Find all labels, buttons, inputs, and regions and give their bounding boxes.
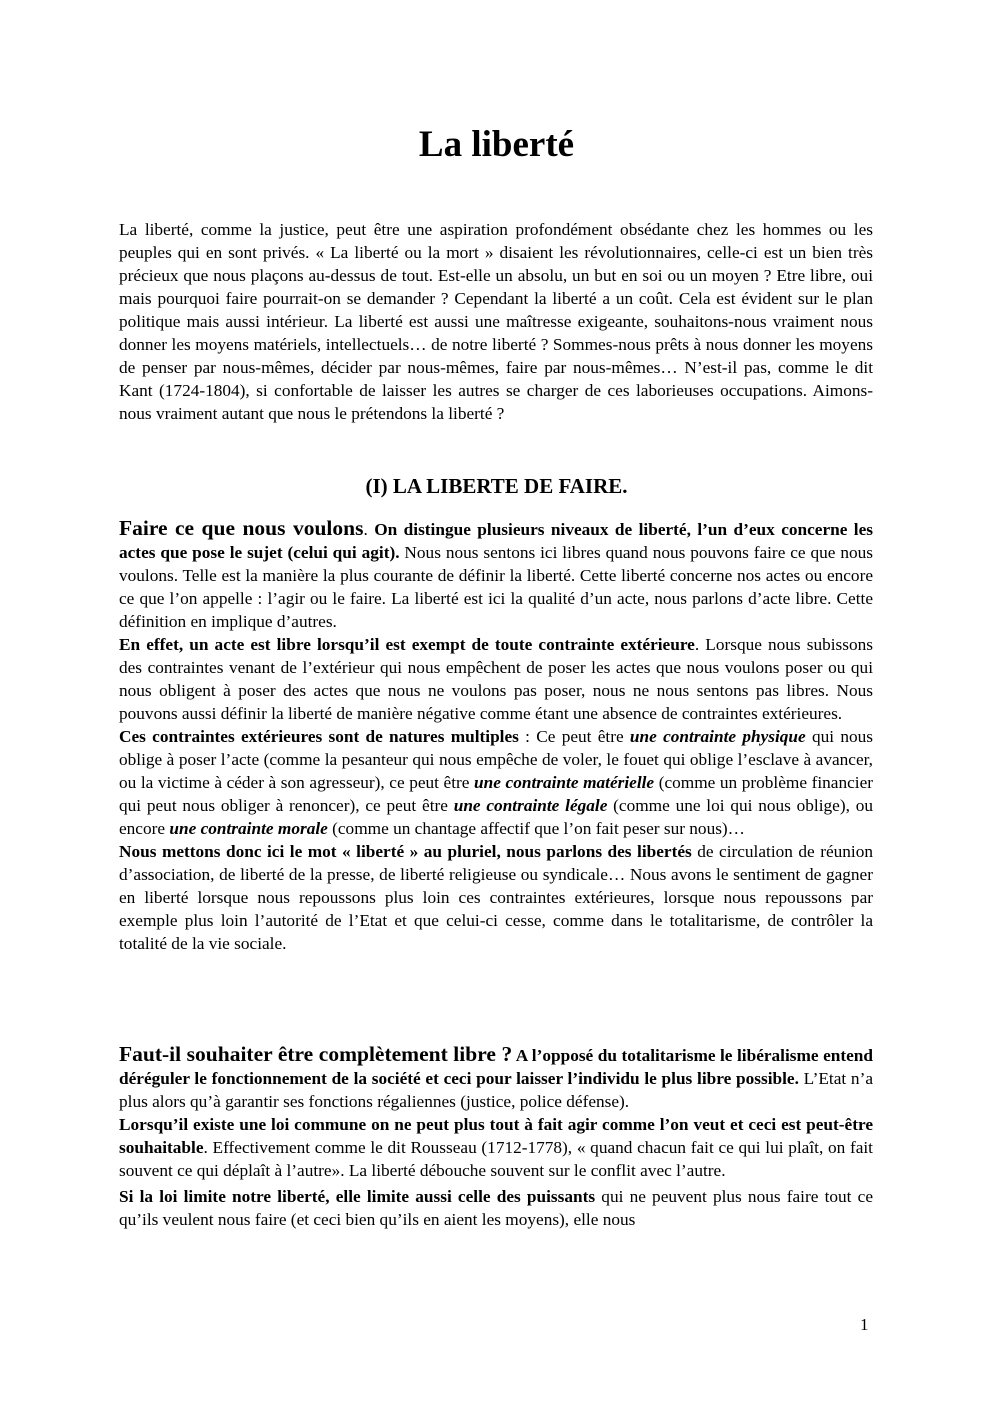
- paragraph-faire-ce-que-nous-voulons: [119, 517, 873, 633]
- paragraph-libertes-pluriel: [119, 840, 873, 955]
- paragraph-text: qui ne peuvent plus nous faire tout ce qu’ils veulent nous faire (et ceci bien qu’ils en aient les moyens), elle nous: [119, 1187, 873, 1229]
- intro-paragraph: La liberté, comme la justice, peut être une aspiration profondément obsédante chez les hommes ou les peuples qui en sont privés. « La liberté ou la mort » disaient les révolutionnaires, celle-ci est un bien très précieux que nous plaçons au-dessus de tout. Est-elle un absolu, un but en soi ou un moyen ? Etre libre, oui mais pourquoi faire pourrait-on se demander ? Cependant la liberté a un coût. Cela est évident sur le plan politique mais aussi intérieur. La liberté est aussi une maîtresse exigeante, souhaitons-nous vraiment nous donner les moyens matériels, intellectuels… de notre liberté ? Sommes-nous prêts à nous donner les moyens de penser par nous-mêmes, décider par nous-mêmes, faire par nous-mêmes… N’est-il pas, comme le dit Kant (1724-1804), si confortable de laisser les autres se charger de ces laborieuses occupations. Aimons-nous vraiment autant que nous le prétendons la liberté ?: [119, 220, 873, 423]
- emphasis-morale: une contrainte morale: [169, 819, 328, 838]
- paragraph-completement-libre: [119, 1043, 873, 1113]
- paragraph-text: . Effectivement comme le dit Rousseau (1712-1778), « quand chacun fait ce qui lui plaît, on fait souvent ce qui déplaît à l’autre». La liberté débouche souvent sur le conflit avec l’autre.: [119, 1138, 873, 1180]
- paragraph-contraintes: [119, 725, 873, 840]
- paragraph-text: (comme un chantage affectif que l’on fait peser sur nous)…: [327, 819, 745, 838]
- emphasis-materielle: une contrainte matérielle: [474, 773, 655, 792]
- lead-punctuation: .: [363, 520, 375, 539]
- page-number: 1: [860, 1315, 869, 1334]
- paragraph-loi-commune: [119, 1113, 873, 1182]
- section-1-body: [119, 517, 873, 955]
- bold-statement: A l’opposé du totalitarisme le libéralisme entend déréguler le fonctionnement de la société et ceci pour laisser l’individu le plus libre possible.: [119, 1046, 874, 1088]
- bold-statement: Si la loi limite notre liberté, elle limite aussi celle des puissants: [119, 1187, 596, 1206]
- paragraph-lead: Faut-il souhaiter être complètement libre ?: [119, 1042, 513, 1066]
- paragraph-text: . Lorsque nous subissons des contraintes venant de l’extérieur qui nous empêchent de poser les actes que nous voulons poser ou qui nous obligent à poser des actes que nous ne voulons pas poser, nous ne nous sentons pas libres. Nous pouvons aussi définir la liberté de manière négative comme étant une absence de contraintes extérieures.: [119, 635, 873, 723]
- paragraph-loi-limite: [119, 1185, 873, 1231]
- bold-statement: En effet, un acte est libre lorsqu’il est exempt de toute contrainte extérieure: [119, 635, 695, 654]
- bold-statement: Ces contraintes extérieures sont de natures multiples: [119, 727, 519, 746]
- paragraph-text: L’Etat n’a plus alors qu’à garantir ses fonctions régaliennes (justice, police défense).: [119, 1069, 873, 1111]
- bold-statement: On distingue plusieurs niveaux de liberté, l’un d’eux concerne les actes que pose le sujet (celui qui agit).: [119, 520, 874, 562]
- page-title: La liberté: [418, 124, 575, 165]
- paragraph-text: (comme un problème financier qui peut nous obliger à renoncer), ce peut être: [119, 773, 873, 815]
- paragraph-text: qui nous oblige à poser l’acte (comme la pesanteur qui nous empêche de voler, le fouet qui oblige l’esclave à avancer, ou la victime à céder à son agresseur), ce peut être: [119, 727, 873, 792]
- section-2-body: [119, 1043, 873, 1231]
- paragraph-text: de circulation de réunion d’association, de liberté de la presse, de liberté religieuse ou syndicale… Nous avons le sentiment de gagner en liberté lorsque nous repoussons plus loin ces contraintes extérieures, lorsque nous repoussons par exemple plus loin l’autorité de l’Etat et que celui-ci cesse, comme dans le totalitarisme, de contrôler la totalité de la vie sociale.: [119, 842, 873, 953]
- emphasis-legale: une contrainte légale: [453, 796, 608, 815]
- paragraph-acte-libre: [119, 633, 873, 725]
- bold-statement: Nous mettons donc ici le mot « liberté » au pluriel, nous parlons des libertés: [119, 842, 692, 861]
- paragraph-text: : Ce peut être: [518, 727, 630, 746]
- section-heading: (I) LA LIBERTE DE FAIRE.: [365, 474, 628, 498]
- emphasis-physique: une contrainte physique: [629, 727, 806, 746]
- paragraph-lead: Faire ce que nous voulons: [119, 516, 364, 540]
- bold-statement: Lorsqu’il existe une loi commune on ne peut plus tout à fait agir comme l’on veut et ceci est peut-être souhaitable: [119, 1115, 873, 1157]
- paragraph-text: (comme une loi qui nous oblige), ou encore: [119, 796, 873, 838]
- paragraph-text: Nous nous sentons ici libres quand nous pouvons faire ce que nous voulons. Telle est la manière la plus courante de définir la liberté. Cette liberté concerne nos actes ou encore ce que l’on appelle : l’agir ou le faire. La liberté est ici la qualité d’un acte, nous parlons d’acte libre. Cette définition en implique d’autres.: [119, 543, 873, 631]
